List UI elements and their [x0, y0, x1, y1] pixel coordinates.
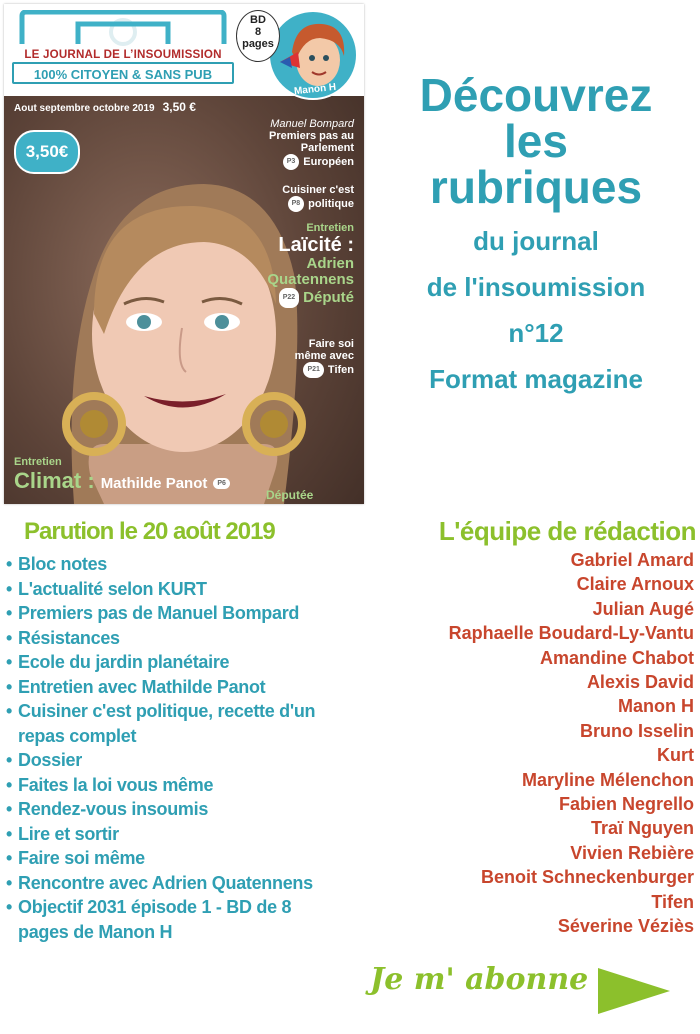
bd-badge	[236, 10, 280, 62]
cover-article-faire	[295, 338, 354, 378]
page-badge: P22	[279, 288, 299, 308]
headline-line-2: les	[504, 115, 568, 167]
team-member: Claire Arnoux	[576, 574, 694, 595]
headline	[378, 69, 694, 402]
list-item: • Objectif 2031 épisode 1 - BD de 8 pages de Manon H	[6, 895, 298, 944]
headline-line-3: rubriques	[429, 161, 643, 213]
cover-title: LE JOURNAL DE L’INSOUMISSION	[24, 48, 222, 61]
bompard-title-1: Premiers pas au	[269, 130, 354, 142]
list-item: • Bloc notes	[6, 552, 356, 577]
team-member: Séverine Véziès	[557, 916, 694, 937]
climat-intro: Entretien	[14, 456, 62, 468]
list-item: • Ecole du jardin planétaire	[6, 650, 356, 675]
arrow-right-icon[interactable]	[598, 968, 670, 1014]
list-item: • L'actualité selon KURT	[6, 577, 356, 602]
laicite-role: Député	[303, 288, 354, 306]
list-item: • Premiers pas de Manuel Bompard	[6, 601, 356, 626]
list-item: • Lire et sortir	[6, 822, 356, 847]
team-list	[449, 548, 694, 939]
cuisine-title-2: politique	[308, 197, 354, 210]
list-item: • Résistances	[6, 626, 356, 651]
team-member: Maryline Mélenchon	[521, 769, 694, 790]
headline-line-4: du journal	[473, 226, 599, 256]
page-badge: P6	[213, 478, 230, 489]
bompard-title-3: Européen	[303, 155, 354, 168]
faire-title-3: Tifen	[327, 363, 354, 376]
team-heading: L'équipe de rédaction	[438, 516, 696, 546]
bompard-name: Manuel Bompard	[270, 118, 354, 130]
list-item: • Faire soi même	[6, 846, 356, 871]
headline-line-6: n°12	[508, 318, 564, 348]
list-item: • Dossier	[6, 748, 356, 773]
climat-role: Députée	[266, 488, 314, 502]
team-member: Bruno Isselin	[579, 720, 694, 741]
bd-badge-line-3: pages	[242, 38, 274, 50]
team-member: Alexis David	[586, 672, 694, 693]
laicite-name-2: Quatennens	[267, 271, 354, 288]
team-member: Fabien Negrello	[558, 794, 694, 815]
page-badge: P3	[283, 154, 300, 170]
list-item: • Entretien avec Mathilde Panot	[6, 675, 356, 700]
issue-price: 3,50 €	[162, 100, 196, 114]
laicite-title: Laïcité :	[278, 234, 354, 256]
cover-subtitle: 100% CITOYEN & SANS PUB	[12, 62, 234, 84]
laicite-name-1: Adrien	[306, 255, 354, 272]
headline-line-5: de l'insoumission	[426, 272, 646, 302]
cover-article-laicite	[267, 222, 354, 308]
team-member: Benoit Schneckenburger	[480, 867, 694, 888]
page-badge: P8	[288, 196, 305, 212]
team-member: Tifen	[651, 891, 694, 912]
subscribe-label[interactable]: Je m' abonne	[370, 962, 589, 997]
release-date-heading: Parution le 20 août 2019	[24, 518, 275, 545]
list-item: • Rendez-vous insoumis	[6, 797, 356, 822]
team-member: Manon H	[618, 696, 694, 717]
magazine-cover	[4, 4, 364, 504]
climat-name: Mathilde Panot	[100, 475, 208, 492]
team-member: Vivien Rebière	[570, 842, 694, 863]
cover-article-bompard	[269, 118, 354, 170]
cuisine-title-1: Cuisiner c'est	[282, 184, 354, 196]
bompard-title-2: Parlement	[300, 142, 354, 154]
climat-title: Climat :	[14, 468, 95, 493]
page-badge: P21	[303, 362, 323, 378]
cover-article-climat	[14, 456, 234, 494]
team-member: Raphaelle Boudard-Ly-Vantu	[448, 623, 694, 644]
contents-list	[6, 552, 356, 944]
journal-logo-icon	[18, 10, 228, 46]
laicite-intro: Entretien	[306, 222, 354, 234]
bd-badge-line-2: 8	[254, 26, 262, 38]
headline-line-1: Découvrez	[419, 69, 653, 121]
list-item: • Rencontre avec Adrien Quatennens	[6, 871, 356, 896]
team-member: Gabriel Amard	[570, 550, 694, 570]
cover-article-cuisine	[282, 184, 354, 212]
team-member: Julian Augé	[592, 598, 694, 619]
team-member: Amandine Chabot	[539, 647, 694, 668]
faire-title-1: Faire soi	[308, 338, 354, 350]
issue-date	[14, 100, 196, 114]
issue-date-text: Aout septembre octobre 2019	[14, 103, 155, 114]
headline-line-7: Format magazine	[429, 364, 643, 394]
team-member: Kurt	[657, 745, 694, 766]
faire-title-2: même avec	[294, 350, 354, 362]
bd-badge-line-1: BD	[250, 14, 266, 26]
list-item: • Faites la loi vous même	[6, 773, 356, 798]
price-badge: 3,50€	[14, 130, 80, 174]
subscribe-button[interactable]	[370, 962, 670, 1016]
illustrator-name: Manon H	[293, 81, 337, 98]
team-member: Traï Nguyen	[590, 818, 694, 839]
list-item: • Cuisiner c'est politique, recette d'un repas complet	[6, 699, 352, 748]
